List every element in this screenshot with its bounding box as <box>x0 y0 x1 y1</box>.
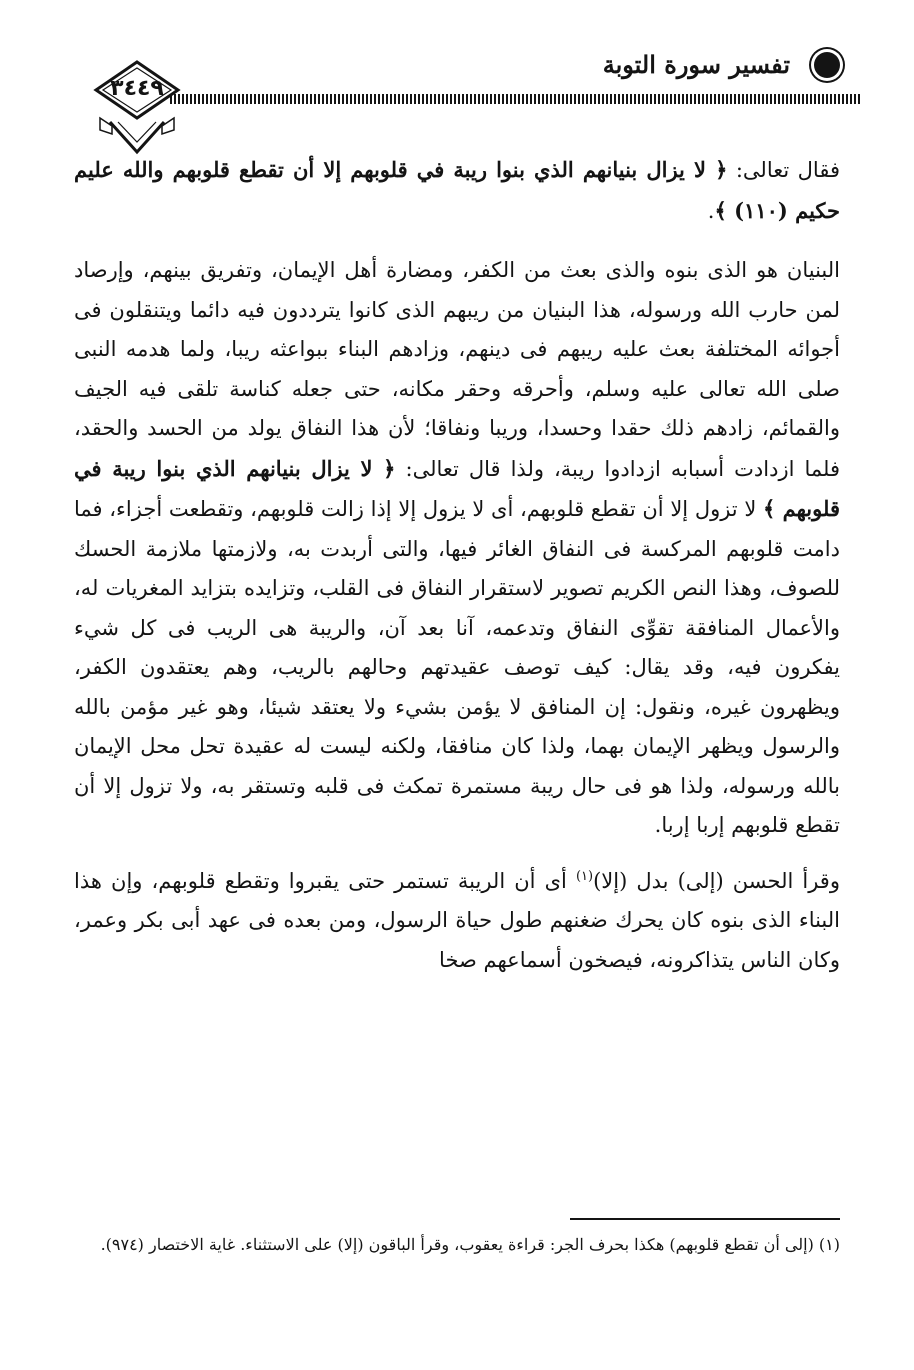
flower-ornament-icon <box>814 52 840 78</box>
quran-verse-inline: ﴿ لا يزال بنيانهم الذي بنوا ريبة في قلوبهم ﴾ <box>74 455 840 521</box>
paragraph-1-text-b: لا تزول إلا أن تقطع قلوبهم، أى لا يزول إلا إذا زالت قلوبهم، وتقطعت أجزاء، فما دامت قلوبهم المركسة فى النفاق الغائر فيها، والتى أربدت به، ولازمتها ملازمة الحسك للصوف، وهذا النص الكريم تصوير لاستقرار النفاق فى القلب، وتزايده بتزايد المغريات له، والأعمال المنافقة تقوِّى النفاق وتدعمه، آنا بعد آن، والريبة هى الريب فى كل شيء يفكرون فيه، وقد يقال: كيف توصف عقيدتهم وحالهم بالريب، وهم يعتقدون الكفر، ويظهرون غيره، ونقول: إن المنافق لا يؤمن بشيء ولا يعتقد شيئا، وهو غير مؤمن بالله والرسول ويظهر الإيمان بهما، ولذا كان منافقا، ولكنه ليست له عقيدة تحل محل الإيمان بالله ورسوله، ولذا هو فى حال ريبة مستمرة تمكث فى قلبه وتستقر به، ولا تزول إلا أن تقطع قلوبهم إربا إربا. <box>74 497 840 837</box>
footnote-text: (١) (إلى أن تقطع قلوبهم) هكذا بحرف الجر: قراءة يعقوب، وقرأ الباقون (إلا) على الاستثناء. غاية الاختصار (٩٧٤). <box>100 1235 840 1254</box>
page-number-badge-icon <box>92 60 182 160</box>
footnote-reference: (١) <box>575 868 594 884</box>
footnote-separator <box>570 1218 840 1220</box>
intro-lead: فقال تعالى: <box>727 158 840 182</box>
paragraph-1-text-a: البنيان هو الذى بنوه والذى بعث من الكفر، ومضارة أهل الإيمان، وتفريق بينهم، وإرصاد لمن حارب الله ورسوله، هذا البنيان من ريبهم الذى كانوا يترددون فيه دائما ويتنقلون فى أجوائه المختلفة بعث عليه ريبهم فى دينهم، وزادهم البناء ببواعثه ريبا، ولما هدمه النبى صلى الله تعالى عليه وسلم، وأحرقه وحقر مكانه، حتى جعله كناسة تلقى فيه الجيف والقمائم، زادهم ذلك حقدا وحسدا، وريبا ونفاقا؛ لأن هذا النفاق يولد من الحسد والحقد، فلما ازدادت أسبابه ازدادوا ريبة، ولذا قال تعالى: <box>74 258 840 481</box>
paragraph-2-text-b: أى أن الريبة تستمر حتى يقبروا وتقطع قلوبهم، وإن هذا البناء الذى بنوه كان يحرك ضغنهم طول حياة الرسول، ومن بعده فى عهد أبى بكر وعمر، وكان الناس يتذاكرونه، فيصخون أسماعهم صخا <box>74 868 840 972</box>
header-rule <box>170 94 860 104</box>
commentary-paragraph-2 <box>74 862 840 981</box>
paragraph-2-text-a: وقرأ الحسن (إلى) بدل (إلا) <box>593 868 840 893</box>
quran-verse: ﴿ لا يزال بنيانهم الذي بنوا ريبة في قلوبهم إلا أن تقطع قلوبهم والله عليم حكيم (١١٠) ﴾ <box>74 157 840 223</box>
main-text <box>74 150 840 980</box>
commentary-paragraph-1 <box>74 251 840 846</box>
page-number: ٣٤٤٩ <box>110 76 164 101</box>
verse-intro <box>74 150 840 231</box>
footnote <box>74 1230 840 1260</box>
running-title: تفسير سورة التوبة <box>602 50 790 79</box>
page-header <box>70 40 860 150</box>
intro-tail: . <box>707 198 715 223</box>
